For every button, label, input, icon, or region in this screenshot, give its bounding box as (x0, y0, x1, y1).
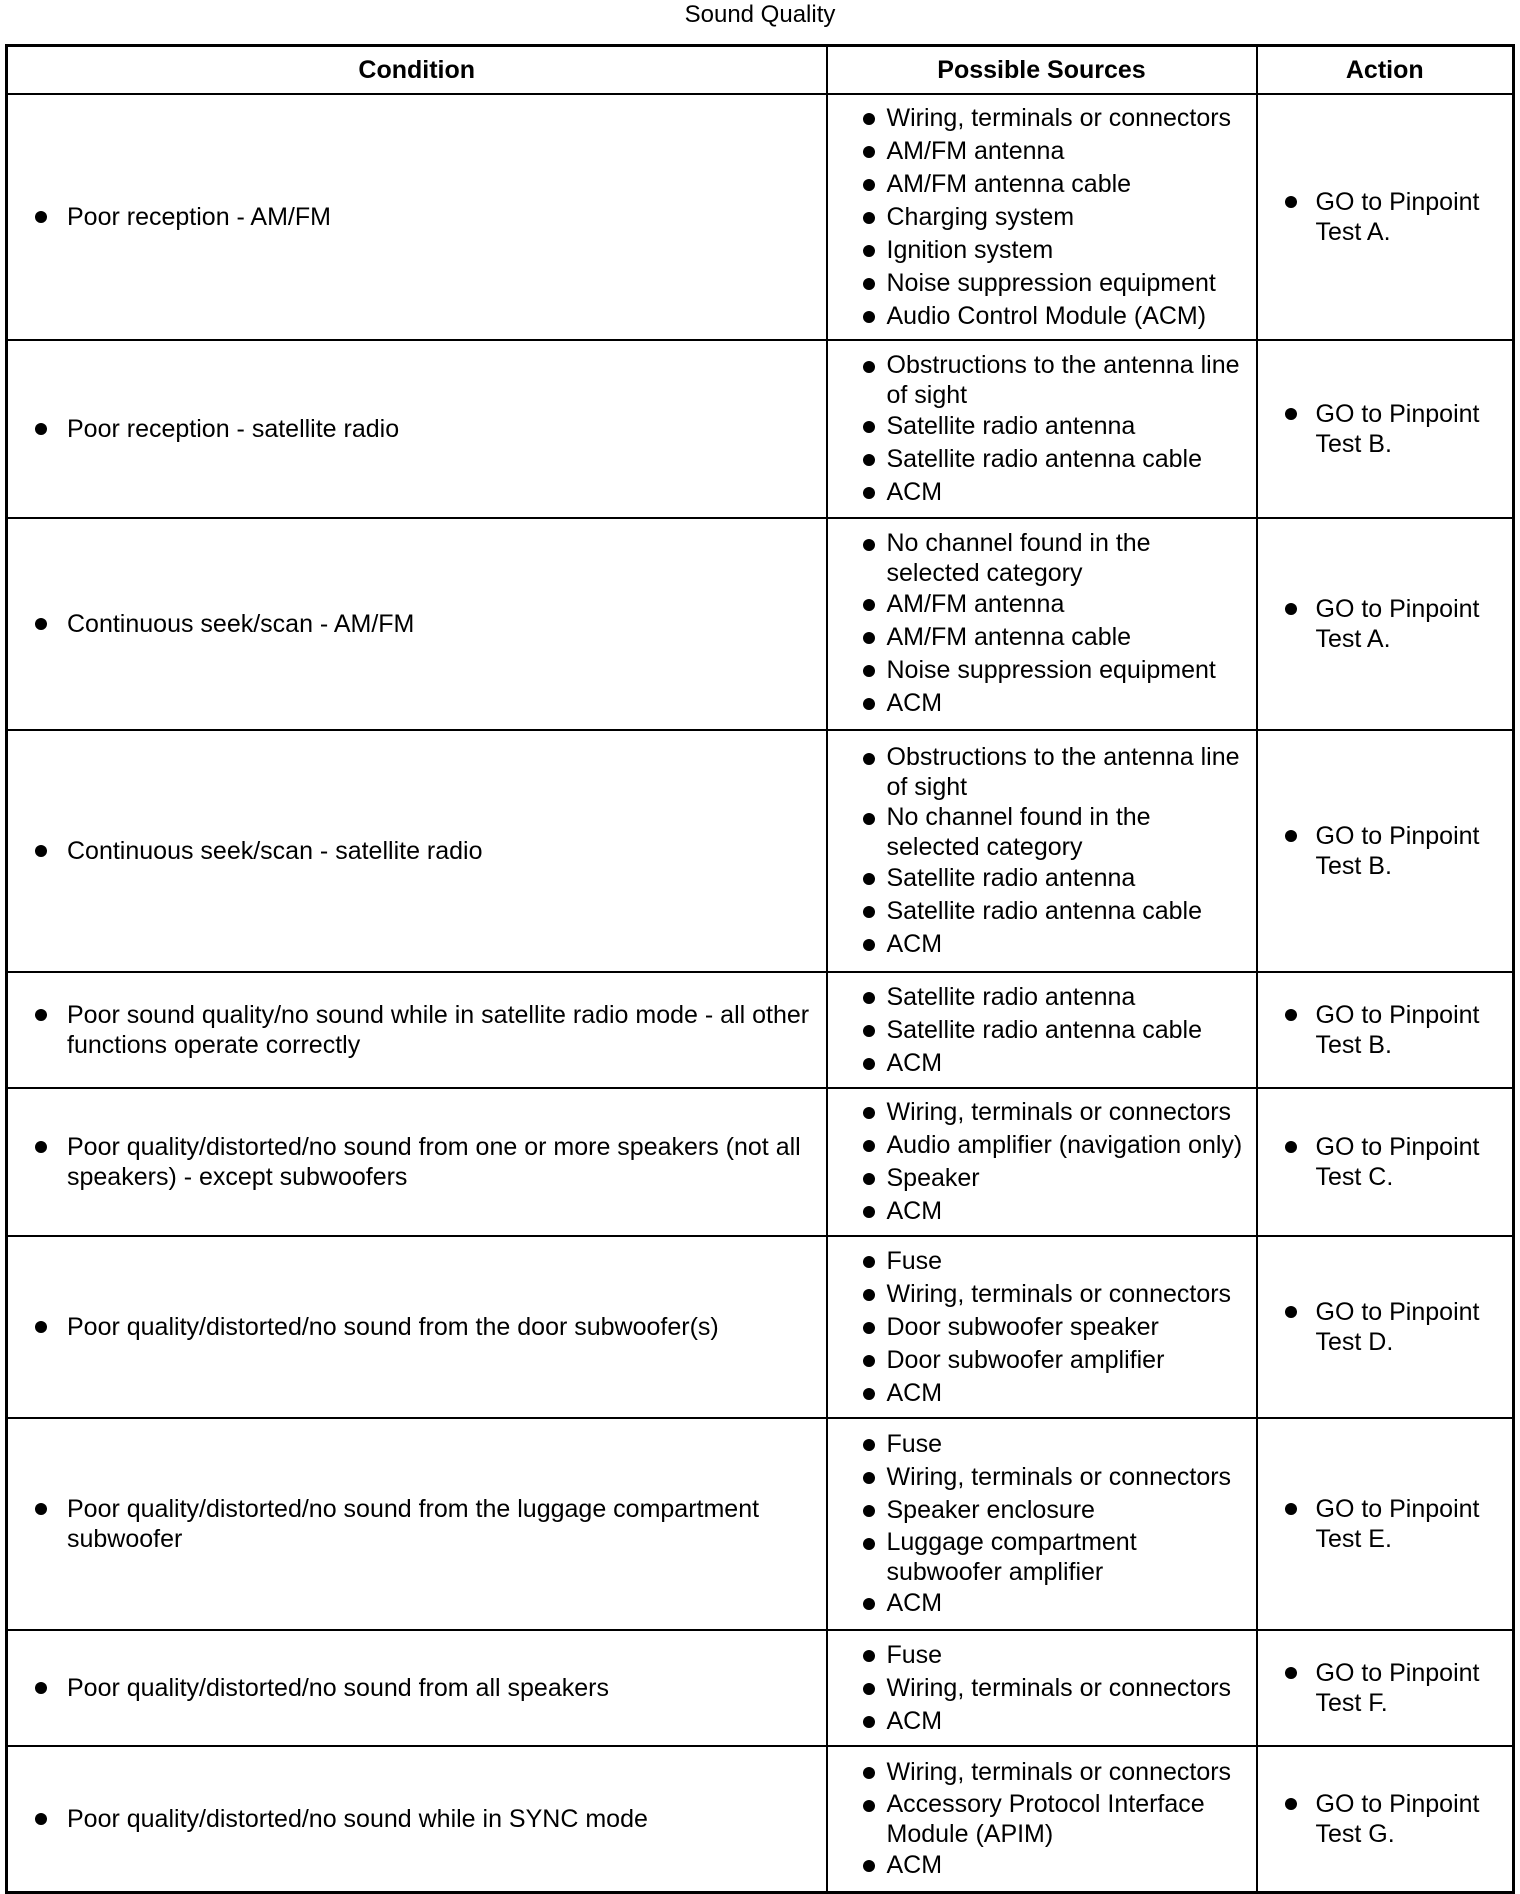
possible-source-item: ACM (836, 1587, 1248, 1620)
condition-text: Continuous seek/scan - satellite radio (8, 836, 814, 866)
header-row (7, 46, 1514, 95)
condition-list (8, 1304, 826, 1350)
header-action: Action (1257, 46, 1514, 95)
action-cell (1257, 94, 1514, 340)
possible-source-item: Noise suppression equipment (836, 267, 1248, 300)
possible-source-item: Wiring, terminals or connectors (836, 1672, 1248, 1705)
possible-sources-cell (827, 1746, 1257, 1892)
possible-source-item: Wiring, terminals or connectors (836, 1278, 1248, 1311)
condition-list (8, 1486, 826, 1562)
table-row (7, 730, 1514, 972)
possible-sources-list (828, 1090, 1256, 1234)
action-list (1258, 391, 1513, 467)
action-cell (1257, 1236, 1514, 1418)
table-row (7, 1746, 1514, 1892)
condition-cell (7, 730, 827, 972)
action-text: GO to Pinpoint Test E. (1258, 1494, 1501, 1554)
condition-text: Poor quality/distorted/no sound from the luggage compartment subwoofer (8, 1494, 814, 1554)
table-body (7, 94, 1514, 1892)
possible-source-item: Satellite radio antenna cable (836, 443, 1248, 476)
possible-sources-cell (827, 972, 1257, 1088)
action-list (1258, 992, 1513, 1068)
action-list (1258, 1486, 1513, 1562)
possible-sources-list (828, 1633, 1256, 1744)
possible-source-item: Wiring, terminals or connectors (836, 1756, 1248, 1789)
possible-source-item: No channel found in the selected category (836, 802, 1248, 862)
table-header (7, 46, 1514, 95)
possible-source-item: Satellite radio antenna (836, 410, 1248, 443)
action-list (1258, 1650, 1513, 1726)
possible-source-item: AM/FM antenna (836, 135, 1248, 168)
possible-source-item: ACM (836, 687, 1248, 720)
table-caption: Sound Quality (684, 1, 836, 28)
possible-source-item: AM/FM antenna (836, 588, 1248, 621)
possible-sources-cell (827, 1236, 1257, 1418)
sound-quality-table (5, 44, 1515, 1894)
possible-source-item: ACM (836, 1849, 1248, 1882)
action-text: GO to Pinpoint Test B. (1258, 1000, 1501, 1060)
possible-source-item: Obstructions to the antenna line of sight (836, 742, 1248, 802)
table-row (7, 1088, 1514, 1236)
possible-source-item: Wiring, terminals or connectors (836, 1096, 1248, 1129)
condition-text: Poor quality/distorted/no sound from the door subwoofer(s) (8, 1312, 814, 1342)
possible-sources-cell (827, 518, 1257, 730)
possible-source-item: Accessory Protocol Interface Module (APIM) (836, 1789, 1248, 1849)
table-row (7, 1630, 1514, 1746)
possible-source-item: Obstructions to the antenna line of sight (836, 350, 1248, 410)
possible-source-item: Wiring, terminals or connectors (836, 1461, 1248, 1494)
possible-source-item: Fuse (836, 1639, 1248, 1672)
possible-sources-cell (827, 1088, 1257, 1236)
possible-sources-list (828, 344, 1256, 515)
possible-source-item: AM/FM antenna cable (836, 168, 1248, 201)
possible-sources-list (828, 1750, 1256, 1888)
possible-source-item: Luggage compartment subwoofer amplifier (836, 1527, 1248, 1587)
condition-cell (7, 340, 827, 518)
condition-text: Continuous seek/scan - AM/FM (8, 609, 814, 639)
possible-sources-list (828, 522, 1256, 726)
possible-source-item: Audio amplifier (navigation only) (836, 1129, 1248, 1162)
possible-sources-list (828, 96, 1256, 339)
action-list (1258, 1289, 1513, 1365)
table-row (7, 1236, 1514, 1418)
condition-cell (7, 1088, 827, 1236)
action-text: GO to Pinpoint Test B. (1258, 821, 1501, 881)
action-cell (1257, 1418, 1514, 1630)
header-condition: Condition (7, 46, 827, 95)
action-text: GO to Pinpoint Test D. (1258, 1297, 1501, 1357)
possible-source-item: ACM (836, 1195, 1248, 1228)
possible-sources-cell (827, 1630, 1257, 1746)
possible-sources-list (828, 1239, 1256, 1416)
possible-source-item: Satellite radio antenna cable (836, 1014, 1248, 1047)
action-list (1258, 1781, 1513, 1857)
action-text: GO to Pinpoint Test B. (1258, 399, 1501, 459)
possible-source-item: Speaker (836, 1162, 1248, 1195)
possible-source-item: Ignition system (836, 234, 1248, 267)
possible-source-item: No channel found in the selected category (836, 528, 1248, 588)
condition-list (8, 1665, 826, 1711)
action-cell (1257, 518, 1514, 730)
table-row (7, 1418, 1514, 1630)
action-cell (1257, 1630, 1514, 1746)
action-cell (1257, 730, 1514, 972)
possible-source-item: Noise suppression equipment (836, 654, 1248, 687)
condition-text: Poor sound quality/no sound while in satellite radio mode - all other functions operate correctly (8, 1000, 814, 1060)
possible-source-item: Fuse (836, 1428, 1248, 1461)
action-list (1258, 813, 1513, 889)
possible-sources-cell (827, 730, 1257, 972)
possible-source-item: Satellite radio antenna (836, 862, 1248, 895)
possible-source-item: Wiring, terminals or connectors (836, 102, 1248, 135)
condition-list (8, 1124, 826, 1200)
condition-cell (7, 1418, 827, 1630)
possible-source-item: Satellite radio antenna (836, 981, 1248, 1014)
condition-text: Poor reception - AM/FM (8, 202, 814, 232)
action-list (1258, 179, 1513, 255)
possible-source-item: Satellite radio antenna cable (836, 895, 1248, 928)
possible-source-item: ACM (836, 928, 1248, 961)
action-cell (1257, 972, 1514, 1088)
condition-text: Poor quality/distorted/no sound while in SYNC mode (8, 1804, 814, 1834)
condition-list (8, 601, 826, 647)
action-cell (1257, 1746, 1514, 1892)
condition-text: Poor reception - satellite radio (8, 414, 814, 444)
possible-sources-cell (827, 1418, 1257, 1630)
action-cell (1257, 340, 1514, 518)
possible-source-item: ACM (836, 1047, 1248, 1080)
action-text: GO to Pinpoint Test A. (1258, 594, 1501, 654)
possible-source-item: AM/FM antenna cable (836, 621, 1248, 654)
table-row (7, 972, 1514, 1088)
possible-source-item: Fuse (836, 1245, 1248, 1278)
action-list (1258, 1124, 1513, 1200)
condition-list (8, 828, 826, 874)
table-row (7, 518, 1514, 730)
possible-source-item: ACM (836, 476, 1248, 509)
possible-sources-list (828, 736, 1256, 967)
action-list (1258, 586, 1513, 662)
possible-source-item: ACM (836, 1377, 1248, 1410)
possible-source-item: Door subwoofer speaker (836, 1311, 1248, 1344)
table-row (7, 340, 1514, 518)
action-text: GO to Pinpoint Test C. (1258, 1132, 1501, 1192)
condition-list (8, 406, 826, 452)
possible-sources-list (828, 1422, 1256, 1626)
condition-cell (7, 518, 827, 730)
possible-source-item: ACM (836, 1705, 1248, 1738)
condition-list (8, 1796, 826, 1842)
table-row (7, 94, 1514, 340)
condition-text: Poor quality/distorted/no sound from one or more speakers (not all speakers) - except subwoofers (8, 1132, 814, 1192)
action-text: GO to Pinpoint Test G. (1258, 1789, 1501, 1849)
action-text: GO to Pinpoint Test F. (1258, 1658, 1501, 1718)
condition-list (8, 194, 826, 240)
possible-source-item: Speaker enclosure (836, 1494, 1248, 1527)
action-text: GO to Pinpoint Test A. (1258, 187, 1501, 247)
condition-cell (7, 1236, 827, 1418)
possible-source-item: Audio Control Module (ACM) (836, 300, 1248, 333)
possible-sources-cell (827, 94, 1257, 340)
condition-text: Poor quality/distorted/no sound from all speakers (8, 1673, 814, 1703)
condition-list (8, 992, 826, 1068)
possible-source-item: Charging system (836, 201, 1248, 234)
condition-cell (7, 1630, 827, 1746)
condition-cell (7, 94, 827, 340)
header-possible-sources: Possible Sources (827, 46, 1257, 95)
possible-source-item: Door subwoofer amplifier (836, 1344, 1248, 1377)
action-cell (1257, 1088, 1514, 1236)
condition-cell (7, 1746, 827, 1892)
possible-sources-list (828, 975, 1256, 1086)
condition-cell (7, 972, 827, 1088)
possible-sources-cell (827, 340, 1257, 518)
